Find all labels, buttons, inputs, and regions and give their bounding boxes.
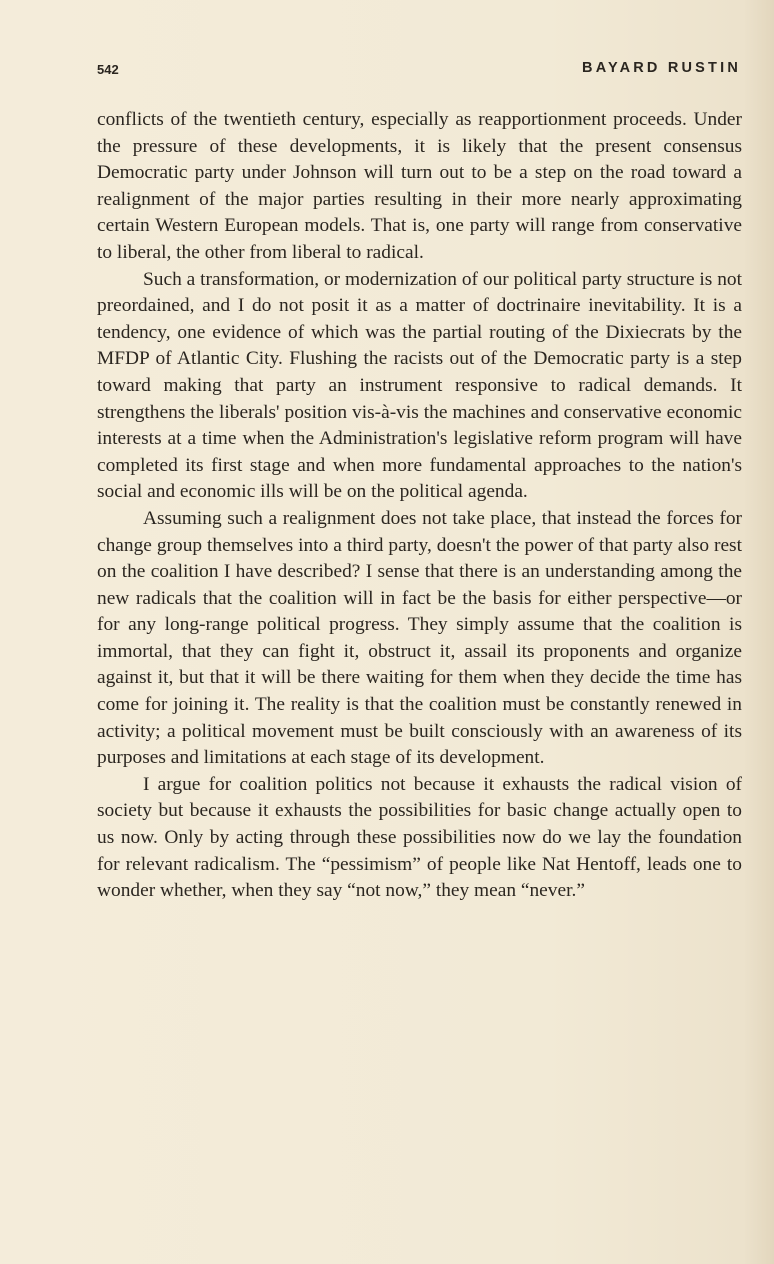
running-head: BAYARD RUSTIN xyxy=(582,60,741,76)
page-number: 542 xyxy=(97,62,119,77)
paragraph-2: Such a transformation, or modernization of our political party structure is not preordained, and I do not posit it as a matter of doctrinaire inevitability. It is a tendency, one evidence of which was the partial routing of the Dixiecrats by the MFDP of Atlantic City. Flushing the racists out of the Democratic party is a step toward making that party an instrument responsive to radical demands. It strengthens the liberals' position vis-à-vis the machines and conservative economic interests at a time when the Administration's legislative reform program will have completed its first stage and when more fundamental approaches to the nation's social and economic ills will be on the political agenda. xyxy=(97,268,742,503)
paragraph-1: conflicts of the twentieth century, especially as reapportionment proceeds. Under the pressure of these developments, it is likely that the present consensus Democratic party under Johnson will turn out to be a step on the road toward a realignment of the major parties resulting in their more nearly approximating certain Western European models. That is, one party will range from conservative to liberal, the other from liberal to radical. xyxy=(97,109,742,263)
paragraph-3: Assuming such a realignment does not take place, that instead the forces for change group themselves into a third party, doesn't the power of that party also rest on the coalition I have described? I sense that there is an understanding among the new radicals that the coalition will in fact be the basis for either perspective—or for any long-range political progress. They simply assume that the coalition is immortal, that they can fight it, obstruct it, assail its proponents and organize against it, but that it will be there waiting for them when they decide the time has come for joining it. The reality is that the coalition must be constantly renewed in activity; a political movement must be built consciously with an awareness of its purposes and limitations at each stage of its development. xyxy=(97,507,742,769)
paragraph-4: I argue for coalition politics not because it exhausts the radical vision of society but because it exhausts the possibilities for basic change actually open to us now. Only by acting through these possibilities now do we lay the foundation for relevant radicalism. The “pessimism” of people like Nat Hentoff, leads one to wonder whether, when they say “not now,” they mean “never.” xyxy=(97,773,742,902)
page-header xyxy=(97,60,741,86)
body-text xyxy=(97,107,742,905)
